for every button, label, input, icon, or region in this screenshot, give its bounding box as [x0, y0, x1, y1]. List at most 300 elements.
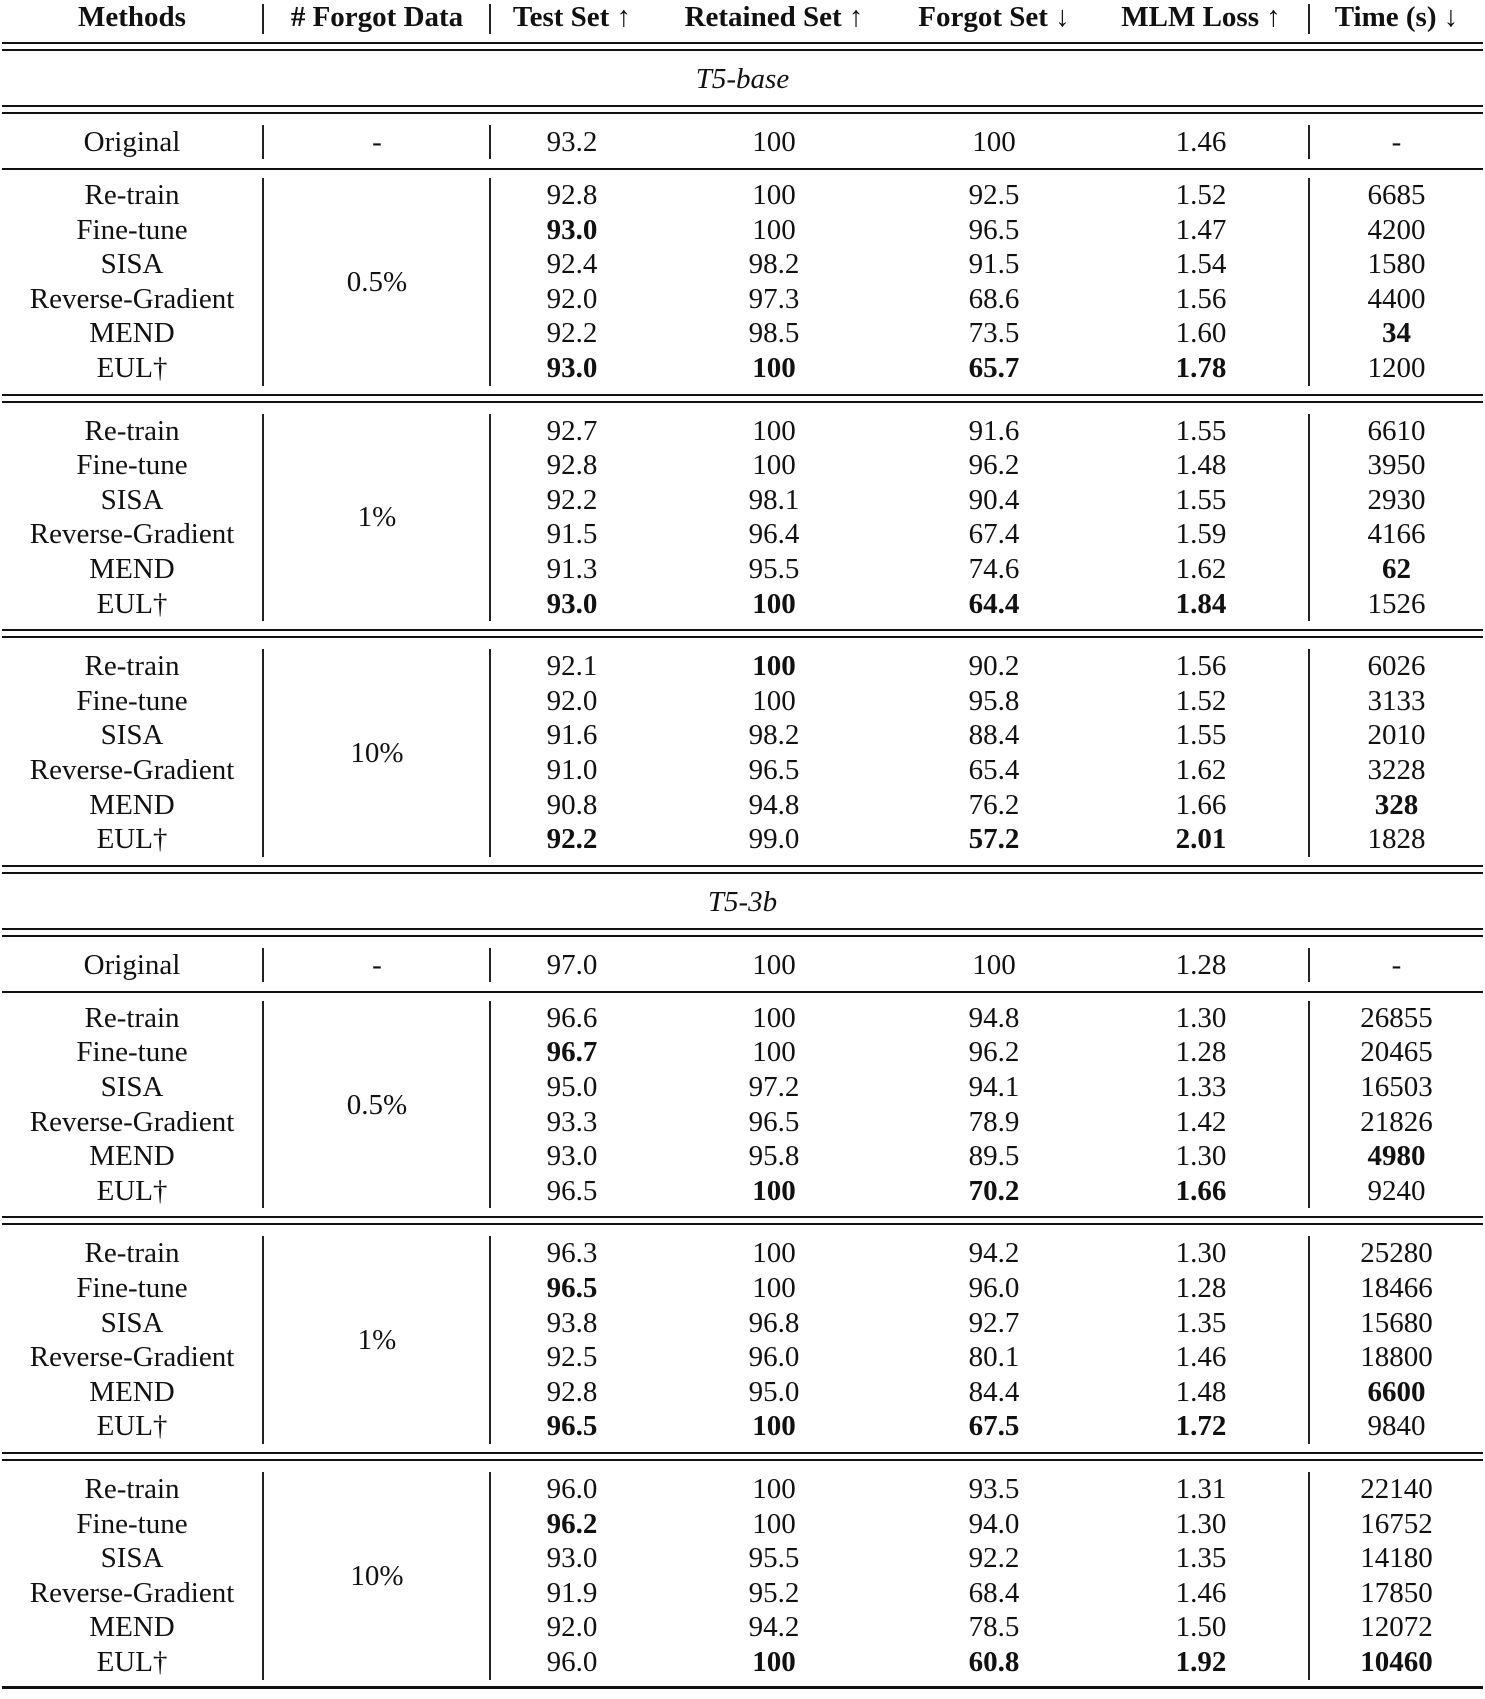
cell-forgot-set: 91.6	[968, 414, 1020, 447]
cell-method: Re-train	[84, 1001, 180, 1034]
cell-method: SISA	[100, 1542, 164, 1575]
cell-retained: 98.5	[748, 317, 800, 350]
cell-mlm: 1.46	[1175, 126, 1227, 158]
cell-test: 96.2	[546, 1507, 598, 1540]
cell-forgot-set: 94.2	[968, 1237, 1020, 1270]
cell-method: SISA	[100, 719, 164, 752]
cell-test: 91.9	[546, 1576, 598, 1609]
cell-time: 14180	[1360, 1542, 1433, 1575]
table-row	[0, 1174, 1485, 1208]
cell-test: 96.6	[546, 1001, 598, 1034]
cell-method: SISA	[100, 1071, 164, 1103]
cell-time: 62	[1382, 553, 1411, 585]
cell-forgot-set: 76.2	[968, 788, 1020, 821]
bottom-rule	[2, 1686, 1483, 1689]
table-row	[0, 1306, 1485, 1340]
cell-test: 92.0	[546, 684, 598, 717]
table-row	[0, 684, 1485, 718]
cell-forgot-set: 100	[972, 948, 1016, 981]
double-rule	[2, 112, 1483, 114]
section-title: T5-3b	[707, 885, 778, 918]
cell-time: 34	[1382, 317, 1411, 350]
cell-method: Reverse-Gradient	[29, 754, 235, 786]
cell-method: Reverse-Gradient	[29, 282, 235, 315]
cell-mlm: 1.28	[1175, 1272, 1227, 1304]
cell-time: 6685	[1367, 179, 1426, 211]
cell-mlm: 1.92	[1175, 1646, 1227, 1678]
cell-time: 12072	[1360, 1611, 1433, 1644]
cell-time: 6026	[1367, 650, 1426, 683]
header-cell: Forgot Set ↓	[918, 1, 1070, 33]
cell-mlm: 1.55	[1175, 719, 1227, 752]
cell-time: 4980	[1367, 1140, 1426, 1173]
cell-retained: 97.2	[748, 1071, 800, 1103]
cell-test: 91.3	[546, 553, 598, 585]
original-row	[0, 125, 1485, 159]
cell-retained: 95.2	[748, 1576, 800, 1609]
double-rule	[2, 629, 1483, 631]
cell-time: 26855	[1360, 1001, 1433, 1034]
cell-forgot-set: 96.2	[968, 449, 1020, 482]
cell-mlm: 1.84	[1175, 587, 1227, 620]
cell-test: 93.0	[546, 352, 598, 384]
cell-forgot-set: 92.7	[968, 1306, 1020, 1339]
cell-time: 1526	[1367, 587, 1426, 620]
table-row	[0, 552, 1485, 586]
cell-test: 92.7	[546, 414, 598, 447]
group-divider-2	[1308, 178, 1310, 386]
cell-test: 92.2	[546, 483, 598, 516]
table-row	[0, 1236, 1485, 1270]
cell-mlm: 1.48	[1175, 1375, 1227, 1408]
rule	[2, 991, 1483, 993]
forgot-data-percent: 10%	[350, 1559, 404, 1592]
cell-forgot-set: 73.5	[968, 317, 1020, 350]
cell-forgot-set: 95.8	[968, 684, 1020, 717]
cell-retained: 100	[752, 1237, 796, 1270]
table-row	[0, 788, 1485, 822]
cell-method: Reverse-Gradient	[29, 1105, 235, 1138]
cell-time: 20465	[1360, 1036, 1433, 1069]
double-rule	[2, 42, 1483, 44]
cell-mlm: 1.30	[1175, 1237, 1227, 1270]
cell-time: 3133	[1367, 684, 1426, 717]
header-cell: Retained Set ↑	[684, 1, 864, 33]
cell-method: EUL†	[96, 352, 168, 384]
double-rule	[2, 865, 1483, 867]
cell-forgot-set: 92.5	[968, 179, 1020, 211]
cell-method: SISA	[100, 483, 164, 516]
cell-test: 92.8	[546, 179, 598, 211]
cell-mlm: 1.55	[1175, 483, 1227, 516]
double-rule	[2, 636, 1483, 638]
cell-retained: 96.8	[748, 1306, 800, 1339]
forgot-data-percent: 1%	[357, 1324, 397, 1357]
cell-test: 91.6	[546, 719, 598, 752]
cell-method: Original	[83, 948, 181, 981]
cell-test: 96.0	[546, 1646, 598, 1678]
cell-mlm: 1.30	[1175, 1507, 1227, 1540]
forgot-data-percent: 0.5%	[346, 265, 408, 298]
cell-retained: 100	[752, 414, 796, 447]
cell-test: 96.5	[546, 1174, 598, 1207]
cell-mlm: 1.55	[1175, 414, 1227, 447]
table-row	[0, 1271, 1485, 1305]
cell-method: Re-train	[84, 1473, 180, 1505]
table-row	[0, 213, 1485, 247]
cell-test: 96.0	[546, 1473, 598, 1505]
cell-method: MEND	[89, 317, 175, 350]
cell-time: 21826	[1360, 1105, 1433, 1138]
cell-time: 2010	[1367, 719, 1426, 752]
original-row	[0, 948, 1485, 982]
cell-test: 92.8	[546, 1375, 598, 1408]
table-row	[0, 1001, 1485, 1035]
cell-method: MEND	[89, 1611, 175, 1644]
double-rule	[2, 49, 1483, 51]
double-rule	[2, 1223, 1483, 1225]
cell-test: 93.0	[546, 213, 598, 246]
cell-method: Reverse-Gradient	[29, 518, 235, 551]
cell-mlm: 1.30	[1175, 1001, 1227, 1034]
cell-method: Reverse-Gradient	[29, 1576, 235, 1609]
cell-test: 95.0	[546, 1071, 598, 1103]
cell-method: MEND	[89, 788, 175, 821]
cell-retained: 95.5	[748, 553, 800, 585]
cell-retained: 94.2	[748, 1611, 800, 1644]
cell-forgot-set: 90.2	[968, 650, 1020, 683]
cell-method: EUL†	[96, 823, 168, 856]
double-rule	[2, 394, 1483, 396]
header-divider-0	[262, 4, 264, 34]
cell-test: 97.0	[546, 948, 598, 981]
table-row	[0, 517, 1485, 551]
cell-retained: 100	[752, 352, 796, 384]
cell-forgot-set: 65.7	[968, 352, 1020, 384]
cell-time: 18466	[1360, 1272, 1433, 1304]
cell-method: Re-train	[84, 650, 180, 683]
cell-forgot-set: 67.4	[968, 518, 1020, 551]
table-row	[0, 1070, 1485, 1104]
cell-mlm: 1.48	[1175, 449, 1227, 482]
cell-time: 6600	[1367, 1375, 1426, 1408]
original-divider-0	[262, 948, 264, 982]
cell-forgot-set: 60.8	[968, 1646, 1020, 1678]
double-rule	[2, 935, 1483, 937]
cell-test: 93.0	[546, 587, 598, 620]
cell-mlm: 1.47	[1175, 213, 1227, 246]
cell-mlm: 1.56	[1175, 282, 1227, 315]
cell-mlm: 1.50	[1175, 1611, 1227, 1644]
cell-method: Fine-tune	[76, 1507, 188, 1540]
double-rule	[2, 1216, 1483, 1218]
rule	[2, 168, 1483, 170]
cell-retained: 96.5	[748, 754, 800, 786]
original-divider-1	[489, 125, 491, 159]
cell-forgot-set: 74.6	[968, 553, 1020, 585]
cell-method: Re-train	[84, 1237, 180, 1270]
table-row	[0, 822, 1485, 856]
table-row	[0, 649, 1485, 683]
cell-forgot-set: 91.5	[968, 248, 1020, 281]
cell-retained: 100	[752, 650, 796, 683]
cell-mlm: 2.01	[1175, 823, 1227, 856]
group-divider-2	[1308, 1472, 1310, 1680]
double-rule	[2, 872, 1483, 874]
cell-method: Fine-tune	[76, 1272, 188, 1304]
cell-test: 93.0	[546, 1140, 598, 1173]
cell-mlm: 1.72	[1175, 1410, 1227, 1443]
cell-forgot-set: 70.2	[968, 1174, 1020, 1207]
cell-retained: 100	[752, 126, 796, 158]
cell-mlm: 1.60	[1175, 317, 1227, 350]
cell-retained: 100	[752, 1174, 796, 1207]
cell-method: Re-train	[84, 414, 180, 447]
cell-mlm: 1.59	[1175, 518, 1227, 551]
cell-test: 92.1	[546, 650, 598, 683]
cell-time: 328	[1374, 788, 1419, 821]
cell-test: 92.4	[546, 248, 598, 281]
group-divider-2	[1308, 649, 1310, 857]
cell-mlm: 1.62	[1175, 754, 1227, 786]
cell-test: 93.8	[546, 1306, 598, 1339]
header-cell: # Forgot Data	[290, 1, 464, 33]
cell-mlm: 1.62	[1175, 553, 1227, 585]
cell-time: 1200	[1367, 352, 1426, 384]
cell-forgot: -	[372, 948, 382, 981]
cell-forgot-set: 64.4	[968, 587, 1020, 620]
cell-retained: 99.0	[748, 823, 800, 856]
cell-retained: 100	[752, 587, 796, 620]
cell-mlm: 1.52	[1175, 179, 1227, 211]
cell-forgot-set: 90.4	[968, 483, 1020, 516]
cell-forgot-set: 78.9	[968, 1105, 1020, 1138]
cell-retained: 96.5	[748, 1105, 800, 1138]
table-row	[0, 718, 1485, 752]
cell-mlm: 1.30	[1175, 1140, 1227, 1173]
cell-forgot-set: 100	[972, 126, 1016, 158]
cell-retained: 100	[752, 1410, 796, 1443]
table-row	[0, 1610, 1485, 1644]
table-header	[0, 0, 1485, 34]
table-row	[0, 1105, 1485, 1139]
original-divider-1	[489, 948, 491, 982]
table-row	[0, 1576, 1485, 1610]
cell-mlm: 1.46	[1175, 1341, 1227, 1374]
cell-retained: 100	[752, 948, 796, 981]
cell-retained: 96.4	[748, 518, 800, 551]
cell-mlm: 1.78	[1175, 352, 1227, 384]
cell-method: EUL†	[96, 1646, 168, 1678]
cell-time: 17850	[1360, 1576, 1433, 1609]
cell-mlm: 1.35	[1175, 1542, 1227, 1575]
cell-forgot-set: 96.0	[968, 1272, 1020, 1304]
cell-retained: 100	[752, 1473, 796, 1505]
double-rule	[2, 1459, 1483, 1461]
cell-test: 92.5	[546, 1341, 598, 1374]
cell-method: EUL†	[96, 1410, 168, 1443]
cell-retained: 100	[752, 684, 796, 717]
cell-method: Fine-tune	[76, 1036, 188, 1069]
table-row	[0, 414, 1485, 448]
cell-method: MEND	[89, 1140, 175, 1173]
cell-retained: 100	[752, 1036, 796, 1069]
cell-retained: 100	[752, 449, 796, 482]
forgot-data-percent: 1%	[357, 501, 397, 534]
double-rule	[2, 1452, 1483, 1454]
table-row	[0, 282, 1485, 316]
cell-retained: 100	[752, 1507, 796, 1540]
cell-mlm: 1.54	[1175, 248, 1227, 281]
cell-time: 9840	[1367, 1410, 1426, 1443]
table-row	[0, 1139, 1485, 1173]
forgot-data-percent: 10%	[350, 737, 404, 769]
cell-time: 2930	[1367, 483, 1426, 516]
cell-test: 90.8	[546, 788, 598, 821]
cell-time: 1580	[1367, 248, 1426, 281]
cell-time: 3950	[1367, 449, 1426, 482]
table-row	[0, 1375, 1485, 1409]
cell-mlm: 1.28	[1175, 948, 1227, 981]
group-divider-2	[1308, 1236, 1310, 1444]
cell-test: 91.0	[546, 754, 598, 786]
cell-mlm: 1.52	[1175, 684, 1227, 717]
cell-retained: 100	[752, 213, 796, 246]
table-row	[0, 316, 1485, 350]
cell-retained: 100	[752, 1001, 796, 1034]
cell-retained: 100	[752, 179, 796, 211]
cell-forgot-set: 80.1	[968, 1341, 1020, 1374]
cell-forgot-set: 84.4	[968, 1375, 1020, 1408]
cell-retained: 95.8	[748, 1140, 800, 1173]
cell-mlm: 1.46	[1175, 1576, 1227, 1609]
cell-test: 93.0	[546, 1542, 598, 1575]
header-cell: Time (s) ↓	[1334, 1, 1459, 33]
cell-forgot-set: 57.2	[968, 823, 1020, 856]
cell-mlm: 1.35	[1175, 1306, 1227, 1339]
cell-time: 4200	[1367, 213, 1426, 246]
cell-mlm: 1.42	[1175, 1105, 1227, 1138]
cell-time: -	[1391, 126, 1402, 158]
forgot-data-percent: 0.5%	[346, 1088, 408, 1121]
cell-time: 25280	[1360, 1237, 1433, 1270]
cell-forgot-set: 68.6	[968, 282, 1020, 315]
cell-method: SISA	[100, 248, 164, 281]
header-cell: MLM Loss ↑	[1121, 1, 1281, 33]
cell-time: 3228	[1367, 754, 1426, 786]
cell-mlm: 1.31	[1175, 1473, 1227, 1505]
double-rule	[2, 401, 1483, 403]
cell-retained: 100	[752, 1646, 796, 1678]
table-row	[0, 351, 1485, 385]
cell-time: 22140	[1360, 1473, 1433, 1505]
cell-retained: 95.5	[748, 1542, 800, 1575]
table-row	[0, 483, 1485, 517]
cell-time: 9240	[1367, 1174, 1426, 1207]
header-divider-2	[1308, 4, 1310, 34]
original-divider-0	[262, 125, 264, 159]
group-divider-2	[1308, 414, 1310, 622]
cell-test: 92.2	[546, 317, 598, 350]
cell-method: EUL†	[96, 1174, 168, 1207]
cell-time: -	[1391, 948, 1402, 981]
cell-forgot-set: 65.4	[968, 754, 1020, 786]
cell-method: Re-train	[84, 179, 180, 211]
cell-test: 92.0	[546, 282, 598, 315]
cell-forgot-set: 94.1	[968, 1071, 1020, 1103]
cell-mlm: 1.33	[1175, 1071, 1227, 1103]
cell-time: 16503	[1360, 1071, 1433, 1103]
cell-method: Original	[83, 126, 181, 158]
cell-forgot-set: 94.8	[968, 1001, 1020, 1034]
cell-method: Reverse-Gradient	[29, 1341, 235, 1374]
cell-method: SISA	[100, 1306, 164, 1339]
cell-test: 92.8	[546, 449, 598, 482]
cell-retained: 98.2	[748, 248, 800, 281]
cell-forgot-set: 88.4	[968, 719, 1020, 752]
cell-method: Fine-tune	[76, 213, 188, 246]
header-divider-1	[489, 4, 491, 34]
cell-time: 4400	[1367, 282, 1426, 315]
cell-time: 1828	[1367, 823, 1426, 856]
cell-mlm: 1.66	[1175, 1174, 1227, 1207]
cell-forgot-set: 94.0	[968, 1507, 1020, 1540]
cell-test: 96.3	[546, 1237, 598, 1270]
cell-mlm: 1.66	[1175, 788, 1227, 821]
cell-forgot-set: 89.5	[968, 1140, 1020, 1173]
cell-forgot-set: 92.2	[968, 1542, 1020, 1575]
cell-retained: 94.8	[748, 788, 800, 821]
double-rule	[2, 105, 1483, 107]
cell-time: 16752	[1360, 1507, 1433, 1540]
double-rule	[2, 928, 1483, 930]
cell-test: 96.5	[546, 1410, 598, 1443]
cell-forgot-set: 67.5	[968, 1410, 1020, 1443]
table-row	[0, 1645, 1485, 1679]
group-divider-2	[1308, 1001, 1310, 1209]
cell-method: EUL†	[96, 587, 168, 620]
cell-method: Fine-tune	[76, 684, 188, 717]
cell-forgot-set: 78.5	[968, 1611, 1020, 1644]
cell-mlm: 1.56	[1175, 650, 1227, 683]
cell-test: 96.5	[546, 1272, 598, 1304]
cell-test: 91.5	[546, 518, 598, 551]
cell-time: 15680	[1360, 1306, 1433, 1339]
table-row	[0, 753, 1485, 787]
cell-retained: 100	[752, 1272, 796, 1304]
cell-retained: 98.1	[748, 483, 800, 516]
table-row	[0, 1340, 1485, 1374]
table-row	[0, 178, 1485, 212]
table-row	[0, 247, 1485, 281]
cell-time: 4166	[1367, 518, 1426, 551]
cell-time: 18800	[1360, 1341, 1433, 1374]
table-row	[0, 448, 1485, 482]
table-row	[0, 1472, 1485, 1506]
cell-test: 96.7	[546, 1036, 598, 1069]
cell-time: 10460	[1360, 1646, 1433, 1678]
table-row	[0, 587, 1485, 621]
cell-time: 6610	[1367, 414, 1426, 447]
cell-method: MEND	[89, 1375, 175, 1408]
cell-mlm: 1.28	[1175, 1036, 1227, 1069]
table-row	[0, 1541, 1485, 1575]
cell-method: Fine-tune	[76, 449, 188, 482]
cell-forgot-set: 93.5	[968, 1473, 1020, 1505]
cell-test: 92.2	[546, 823, 598, 856]
table-row	[0, 1409, 1485, 1443]
cell-retained: 98.2	[748, 719, 800, 752]
